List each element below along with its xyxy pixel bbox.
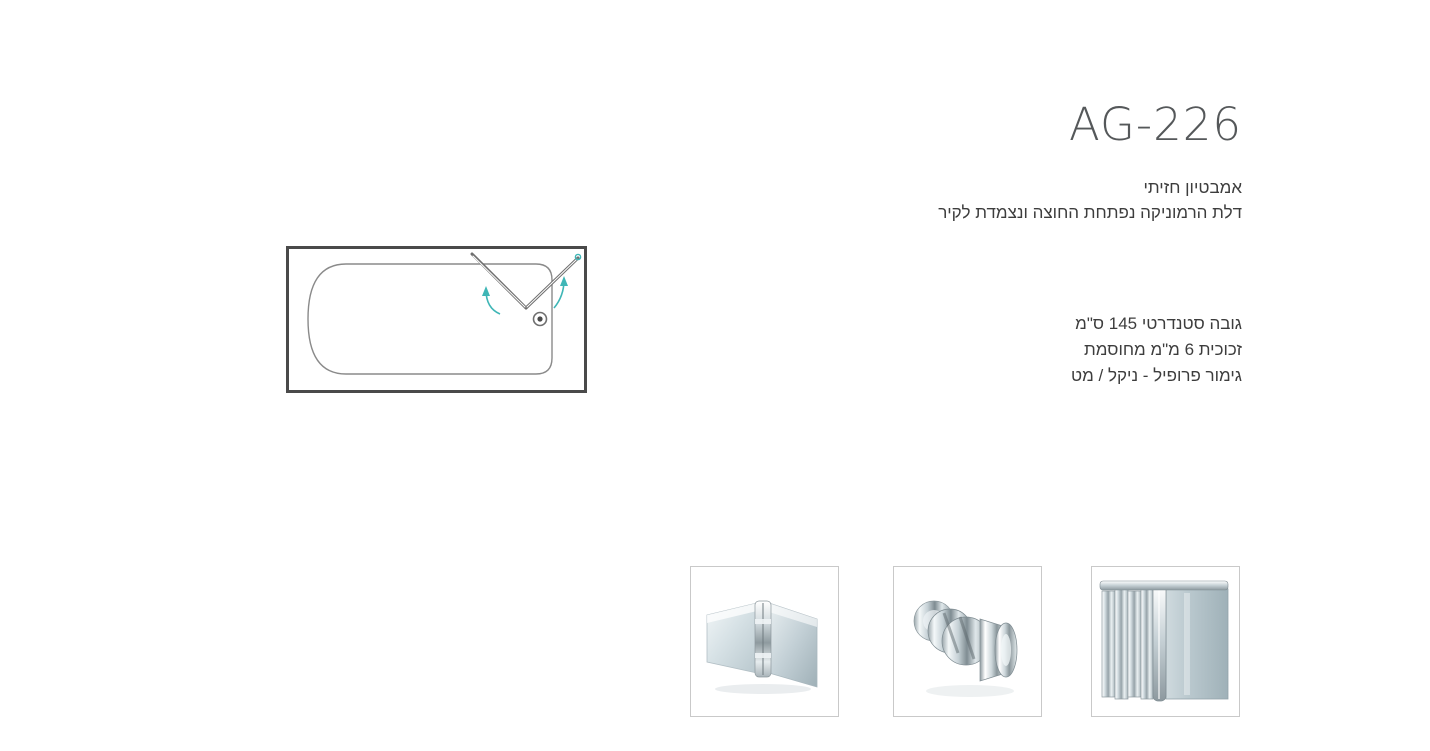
product-title-line-2: דלת הרמוניקה נפתחת החוצה ונצמדת לקיר — [938, 203, 1242, 222]
folding-glass-panel-photo — [1091, 566, 1240, 717]
glass-hinge-photo — [690, 566, 839, 717]
spec-standard-height: גובה סטנדרטי 145 ס"מ — [1075, 314, 1242, 333]
product-title-line-1: אמבטיון חזיתי — [1143, 178, 1242, 197]
technical-drawing — [286, 246, 587, 393]
product-code: AG-226 — [1069, 98, 1242, 151]
spec-profile-finish: גימור פרופיל - ניקל / מט — [1071, 366, 1242, 385]
photo-thumbnails — [690, 566, 1241, 726]
door-knob-photo — [893, 566, 1042, 717]
technical-drawing-svg — [286, 246, 587, 393]
door-knob-illustration — [894, 567, 1039, 714]
product-specs-block — [1071, 311, 1242, 389]
spec-glass-thickness: זכוכית 6 מ"מ מחוסמת — [1084, 340, 1242, 359]
glass-hinge-illustration — [691, 567, 836, 714]
product-title-block — [938, 175, 1242, 225]
folding-glass-panel-illustration — [1092, 567, 1237, 714]
